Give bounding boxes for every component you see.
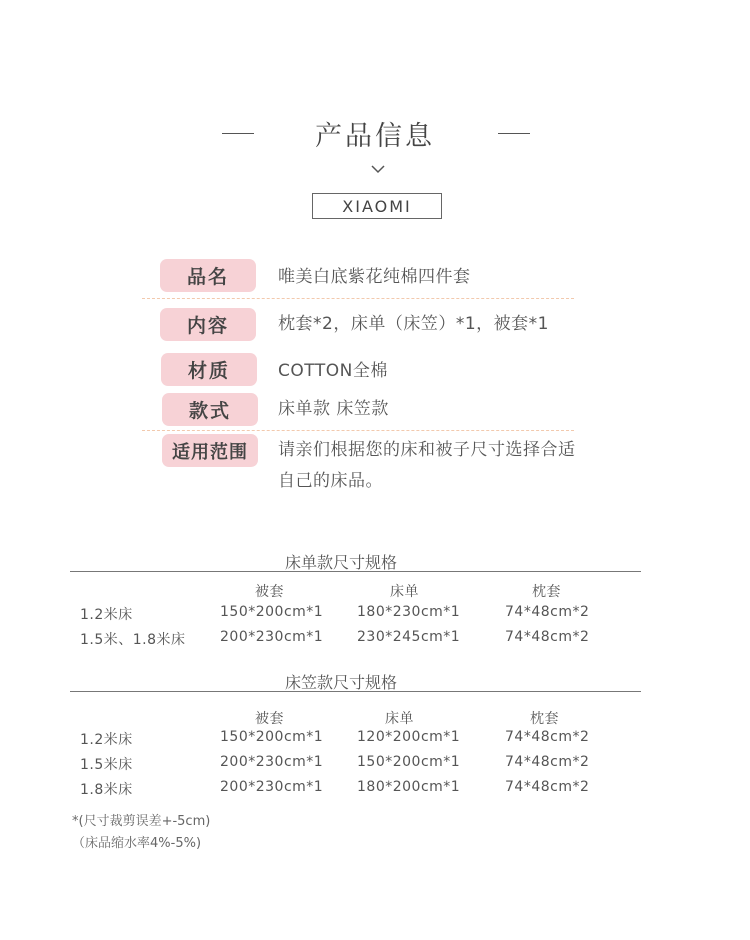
table1-row-name: 1.2米床 — [80, 607, 133, 623]
table2-header-pillow: 枕套 — [530, 711, 559, 727]
table2-row-name: 1.5米床 — [80, 757, 133, 773]
value-material: COTTON全棉 — [278, 361, 388, 381]
table1-cell: 200*230cm*1 — [220, 629, 324, 645]
table1-row-name: 1.5米、1.8米床 — [80, 632, 186, 648]
table2-cell: 120*200cm*1 — [357, 729, 461, 745]
table2-row-name: 1.8米床 — [80, 782, 133, 798]
table1-cell: 150*200cm*1 — [220, 604, 324, 620]
table1-rule — [70, 571, 641, 572]
value-style: 床单款 床笠款 — [278, 399, 389, 419]
note-tolerance: *(尺寸裁剪误差+-5cm) — [72, 814, 211, 829]
label-badge-scope: 适用范围 — [162, 434, 258, 467]
value-name: 唯美白底紫花纯棉四件套 — [278, 267, 471, 287]
table2-cell: 200*230cm*1 — [220, 754, 324, 770]
label-badge-material: 材质 — [161, 353, 257, 386]
table1-header-pillow: 枕套 — [532, 584, 561, 600]
table2-header-duvet: 被套 — [255, 711, 284, 727]
table2-title: 床笠款尺寸规格 — [284, 673, 397, 692]
chevron-down-icon — [370, 162, 386, 176]
table1-cell: 180*230cm*1 — [357, 604, 461, 620]
table2-cell: 150*200cm*1 — [357, 754, 461, 770]
table1-cell: 74*48cm*2 — [505, 629, 590, 645]
brand-label: XIAOMI — [312, 193, 442, 219]
value-content: 枕套*2，床单（床笠）*1，被套*1 — [278, 314, 549, 334]
note-shrinkage: （床品缩水率4%-5%) — [72, 836, 202, 851]
table1-header-sheet: 床单 — [390, 584, 419, 600]
table2-cell: 150*200cm*1 — [220, 729, 324, 745]
dashed-divider — [142, 298, 574, 299]
value-scope-line1: 请亲们根据您的床和被子尺寸选择合适 — [278, 440, 576, 460]
table1-title: 床单款尺寸规格 — [284, 553, 397, 572]
table1-cell: 230*245cm*1 — [357, 629, 461, 645]
page-title: 产品信息 — [315, 121, 435, 152]
table2-cell: 74*48cm*2 — [505, 754, 590, 770]
table2-cell: 180*200cm*1 — [357, 779, 461, 795]
value-scope-line2: 自己的床品。 — [278, 471, 383, 491]
table2-row-name: 1.2米床 — [80, 732, 133, 748]
table2-cell: 74*48cm*2 — [505, 729, 590, 745]
table1-cell: 74*48cm*2 — [505, 604, 590, 620]
title-right-rule — [498, 133, 530, 134]
label-badge-style: 款式 — [162, 393, 258, 426]
label-badge-content: 内容 — [160, 308, 256, 341]
label-badge-name: 品名 — [160, 259, 256, 292]
table2-cell: 74*48cm*2 — [505, 779, 590, 795]
table2-header-sheet: 床单 — [385, 711, 414, 727]
table1-header-duvet: 被套 — [255, 584, 284, 600]
dashed-divider — [142, 430, 574, 431]
table2-rule — [70, 691, 641, 692]
table2-cell: 200*230cm*1 — [220, 779, 324, 795]
